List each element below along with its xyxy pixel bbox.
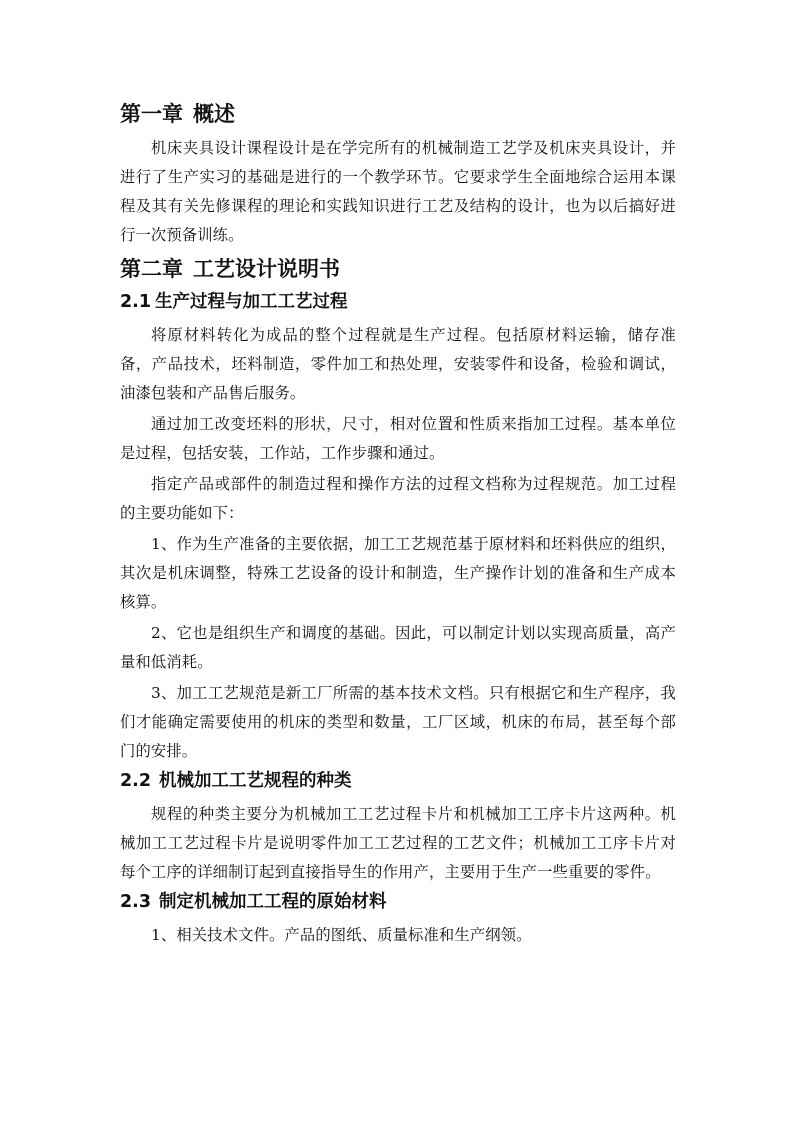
chapter2-heading: [120, 255, 676, 289]
section-2-2-heading: [120, 768, 676, 800]
section-2-3-number: 2.3: [120, 892, 152, 912]
chapter2-number: 第二章: [120, 257, 183, 281]
section-2-1-paragraph-5: 2、它也是组织生产和调度的基础。因此，可以制定计划以实现高质量，高产量和低消耗。: [120, 624, 676, 671]
section-2-2-number: 2.2: [120, 771, 152, 791]
chapter1-number: 第一章: [120, 102, 183, 126]
chapter1-heading: [120, 100, 676, 134]
document-page: [120, 100, 676, 952]
section-2-1-paragraph-1: 将原材料转化为成品的整个过程就是生产过程。包括原材料运输，储存准备，产品技术，坯料制造，零件加工和热处理，安装零件和设备，检验和调试，油漆包装和产品售后服务。: [120, 326, 676, 402]
section-2-1-paragraph-3: 指定产品或部件的制造过程和操作方法的过程文档称为过程规范。加工过程的主要功能如下：: [120, 475, 676, 522]
section-2-3-title: 制定机械加工工程的原始材料: [159, 892, 387, 912]
section-2-1-number: 2.1: [120, 292, 152, 312]
chapter1-paragraph-1: 机床夹具设计课程设计是在学完所有的机械制造工艺学及机床夹具设计，并进行了生产实习的基础是进行的一个教学环节。它要求学生全面地综合运用本课程及其有关先修课程的理论和实践知识进行工艺及结构的设计，也为以后搞好进行一次预备训练。: [120, 139, 676, 244]
section-2-3-paragraph-1: 1、相关技术文件。产品的图纸、质量标准和生产纲领。: [151, 926, 532, 944]
section-2-1-paragraph-4: 1、作为生产准备的主要依据，加工工艺规范基于原材料和坯料供应的组织，其次是机床调整，特殊工艺设备的设计和制造，生产操作计划的准备和生产成本核算。: [120, 535, 676, 611]
section-2-1-paragraph-6: 3、加工工艺规范是新工厂所需的基本技术文档。只有根据它和生产程序，我们才能确定需要使用的机床的类型和数量，工厂区域，机床的布局，甚至每个部门的安排。: [120, 684, 676, 760]
chapter1-title: 概述: [193, 102, 235, 126]
section-2-2-title: 机械加工工艺规程的种类: [159, 771, 352, 791]
section-2-1-heading: [120, 289, 676, 321]
section-2-2-paragraph-1: 规程的种类主要分为机械加工工艺过程卡片和机械加工工序卡片这两种。机械加工工艺过程卡片是说明零件加工工艺过程的工艺文件；机械加工工序卡片对每个工序的详细制订起到直接指导生的作用产，主要用于生产一些重要的零件。: [120, 805, 676, 881]
section-2-3-heading: [120, 889, 676, 921]
section-2-1-title: 生产过程与加工工艺过程: [155, 292, 348, 312]
section-2-1-paragraph-2: 通过加工改变坯料的形状，尺寸，相对位置和性质来指加工过程。基本单位是过程，包括安装，工作站，工作步骤和通过。: [120, 415, 676, 462]
chapter2-title: 工艺设计说明书: [193, 257, 340, 281]
